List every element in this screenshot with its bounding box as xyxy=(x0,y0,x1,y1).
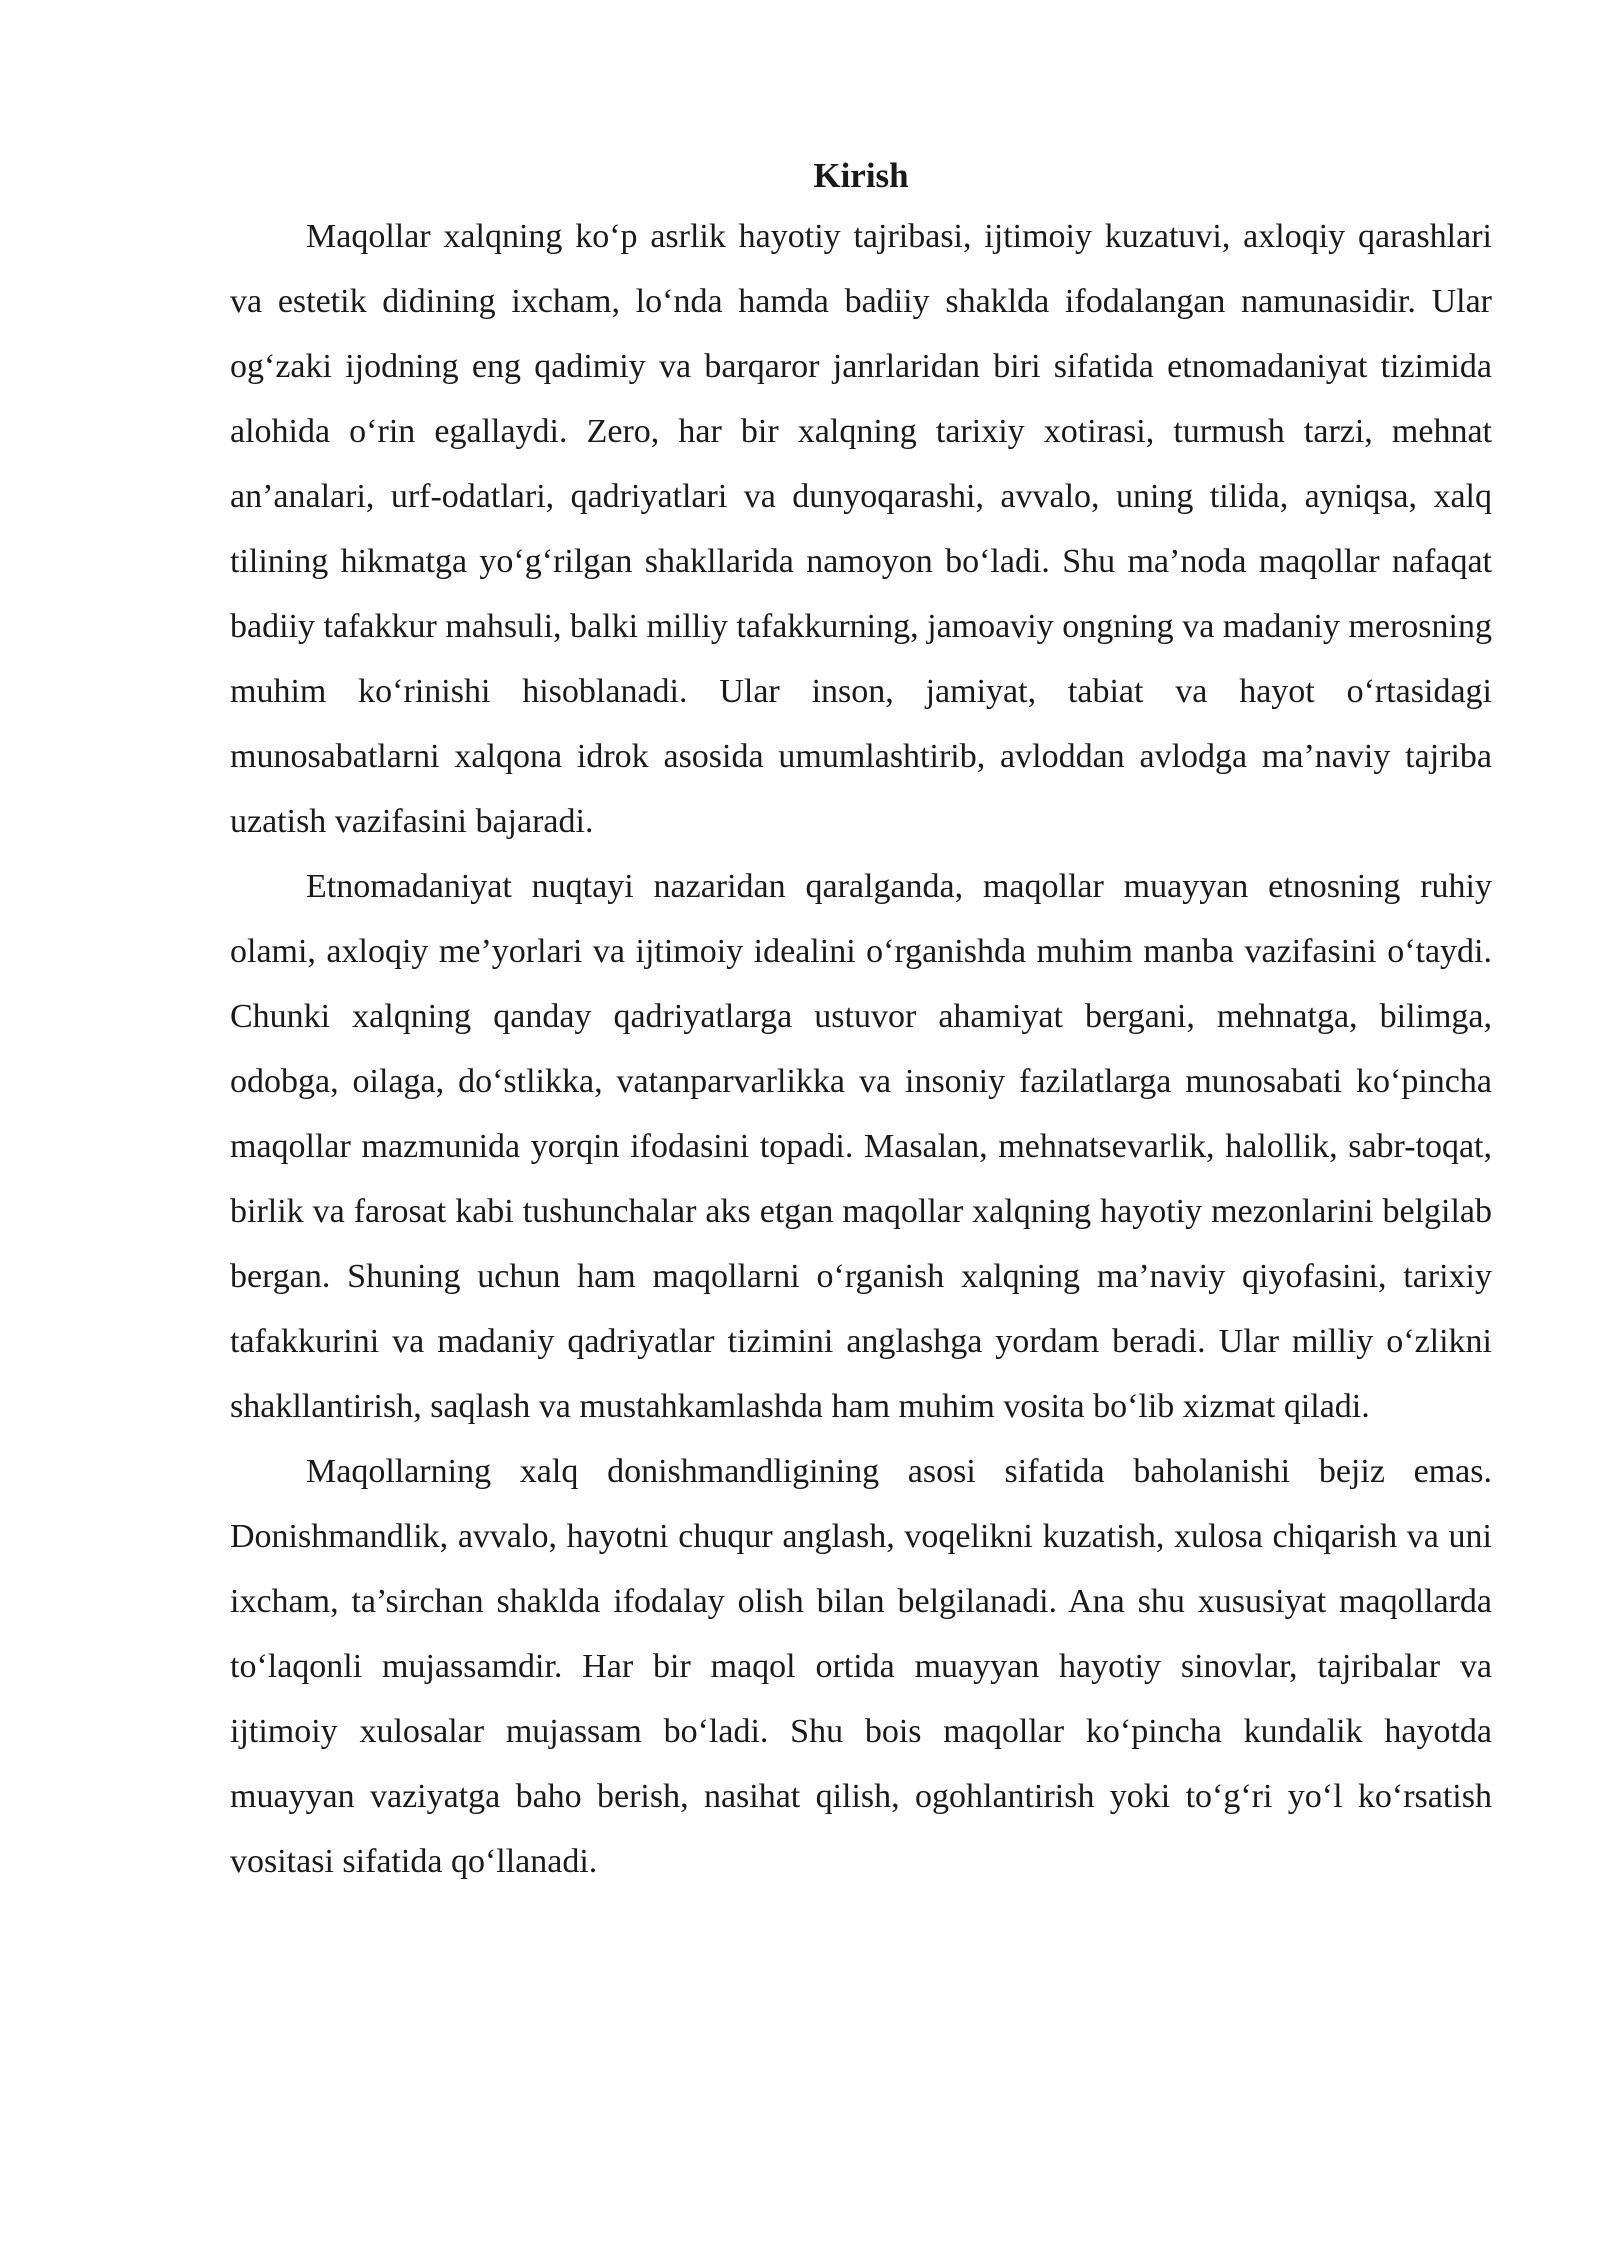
page-title: Kirish xyxy=(813,156,909,195)
document-body xyxy=(230,148,1492,1894)
paragraph-2: Etnomadaniyat nuqtayi nazaridan qaralganda, maqollar muayyan etnosning ruhiy olami, axloqiy me’yorlari va ijtimoiy idealini o‘rganishda muhim manba vazifasini o‘taydi. Chunki xalqning qanday qadriyatlarga ustuvor ahamiyat bergani, mehnatga, bilimga, odobga, oilaga, do‘stlikka, vatanparvarlikka va insoniy fazilatlarga munosabati ko‘pincha maqollar mazmunida yorqin ifodasini topadi. Masalan, mehnatsevarlik, halollik, sabr-toqat, birlik va farosat kabi tushunchalar aks etgan maqollar xalqning hayotiy mezonlarini belgilab bergan. Shuning uchun ham maqollarni o‘rganish xalqning ma’naviy qiyofasini, tarixiy tafakkurini va madaniy qadriyatlar tizimini anglashga yordam beradi. Ular milliy o‘zlikni shakllantirish, saqlash va mustahkamlashda ham muhim vosita bo‘lib xizmat qiladi. xyxy=(230,868,1492,1425)
paragraph-1: Maqollar xalqning ko‘p asrlik hayotiy tajribasi, ijtimoiy kuzatuvi, axloqiy qarashlari va estetik didining ixcham, lo‘nda hamda badiiy shaklda ifodalangan namunasidir. Ular og‘zaki ijodning eng qadimiy va barqaror janrlaridan biri sifatida etnomadaniyat tizimida alohida o‘rin egallaydi. Zero, har bir xalqning tarixiy xotirasi, turmush tarzi, mehnat an’analari, urf-odatlari, qadriyatlari va dunyoqarashi, avvalo, uning tilida, ayniqsa, xalq tilining hikmatga yo‘g‘rilgan shakllarida namoyon bo‘ladi. Shu ma’noda maqollar nafaqat badiiy tafakkur mahsuli, balki milliy tafakkurning, jamoaviy ongning va madaniy merosning muhim ko‘rinishi hisoblanadi. Ular inson, jamiyat, tabiat va hayot o‘rtasidagi munosabatlarni xalqona idrok asosida umumlashtirib, avloddan avlodga ma’naviy tajriba uzatish vazifasini bajaradi. xyxy=(230,218,1492,840)
paragraph-3: Maqollarning xalq donishmandligining asosi sifatida baholanishi bejiz emas. Donishmandlik, avvalo, hayotni chuqur anglash, voqelikni kuzatish, xulosa chiqarish va uni ixcham, ta’sirchan shaklda ifodalay olish bilan belgilanadi. Ana shu xususiyat maqollarda to‘laqonli mujassamdir. Har bir maqol ortida muayyan hayotiy sinovlar, tajribalar va ijtimoiy xulosalar mujassam bo‘ladi. Shu bois maqollar ko‘pincha kundalik hayotda muayyan vaziyatga baho berish, nasihat qilish, ogohlantirish yoki to‘g‘ri yo‘l ko‘rsatish vositasi sifatida qo‘llanadi. xyxy=(230,1453,1492,1880)
